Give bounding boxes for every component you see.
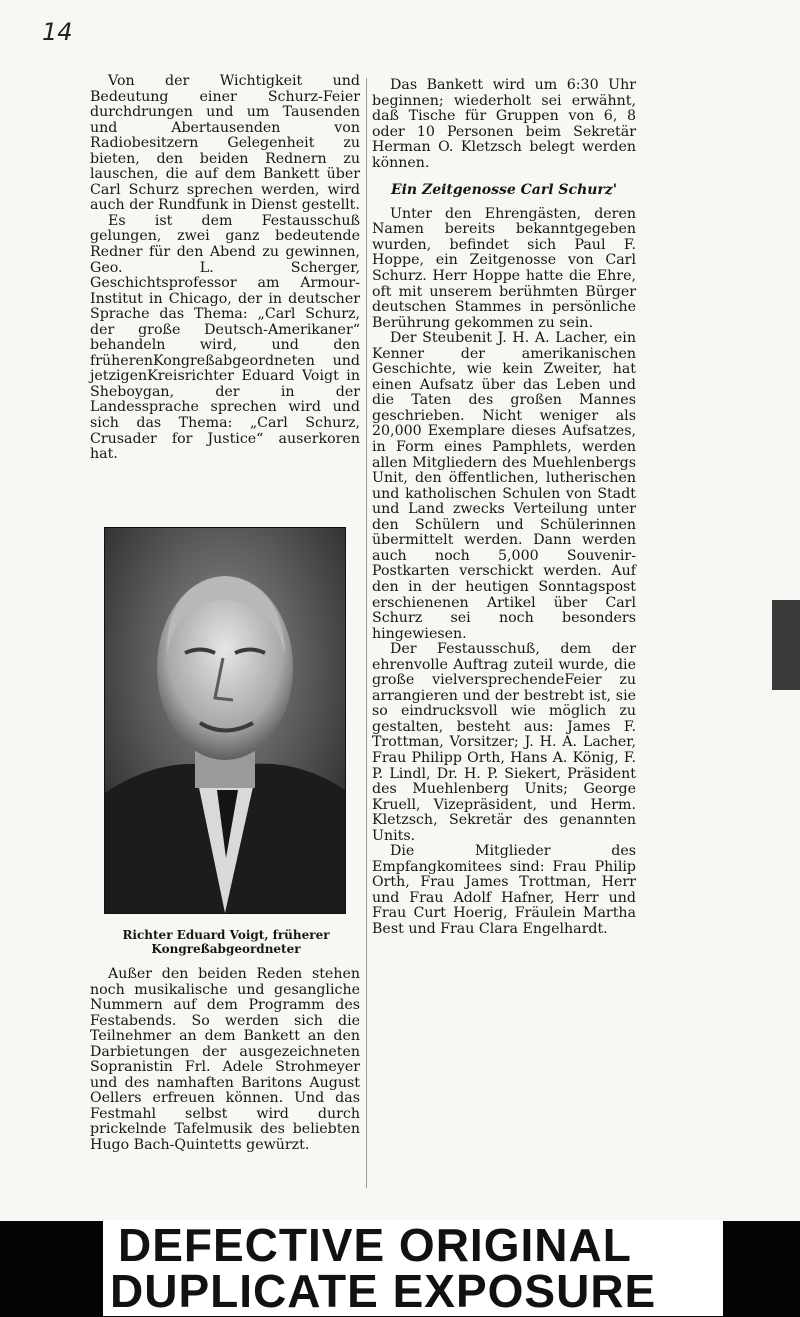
article-paragraph: Von der Wichtigkeit und Bedeutung einer Schurz-Feier durchdrungen und um Tausenden und Abertausenden von Radiobesitzern Gelegenheit zu bieten, den beiden Rednern zu lauschen, die auf dem Bankett über Carl Schurz sprechen werden, wird auch der Rundfunk in Dienst gestellt. xyxy=(90,73,360,214)
article-paragraph: Der Steubenit J. H. A. Lacher, ein Kenner der amerikanischen Geschichte, wie kein Zweiter, hat einen Aufsatz über das Leben und die Taten des großen Mannes geschrieben. Nicht weniger als 20,000 Exemplare dieses Aufsatzes, in Form eines Pamphlets, werden allen Mitgliedern des Muehlenbergs Unit, den öffentlichen, lutherischen und katholischen Schulen von Stadt und Land zwecks Verteilung unter den Schülern und Schülerinnen übermittelt werden. Dann werden auch noch 5,000 Souvenir-Postkarten verschickt werden. Auf den in der heutigen Sonntagspost erschienenen Artikel über Carl Schurz sei noch besonders hingewiesen. xyxy=(372,330,636,642)
photo-caption: Richter Eduard Voigt, früherer Kongreßabgeordneter xyxy=(122,928,330,956)
portrait-photo xyxy=(104,527,346,914)
left-column-bottom xyxy=(90,967,360,1154)
page-number: 14 xyxy=(42,18,73,46)
stamp-line-duplicate: DUPLICATE EXPOSURE xyxy=(110,1265,657,1317)
stamp-line-defective: DEFECTIVE ORIGINAL xyxy=(118,1219,632,1271)
article-paragraph: Das Bankett wird um 6:30 Uhr beginnen; wiederholt sei erwähnt, daß Tische für Gruppen von 6, 8 oder 10 Personen beim Sekretär Herman O. Kletzsch belegt werden können. xyxy=(372,77,636,171)
article-paragraph: Die Mitglieder des Empfangkomitees sind: Frau Philip Orth, Frau James Trottman, Herr und Frau Adolf Hafner, Herr und Frau Curt Hoerig, Fräulein Martha Best und Frau Clara Engelhardt. xyxy=(372,843,636,937)
article-paragraph: Es ist dem Festausschuß gelungen, zwei ganz bedeutende Redner für den Abend zu gewinnen, Geo. L. Scherger, Geschichtsprofessor am Armour-Institut in Chicago, der in deutscher Sprache das Thema: „Carl Schurz, der große Deutsch-Amerikaner“ behandeln wird, und den früherenKongreßabgeordneten und jetzigenKreisrichter Eduard Voigt in Sheboygan, der in der Landessprache sprechen wird und sich das Thema: „Carl Schurz, Crusader for Justice“ auserkoren hat. xyxy=(90,212,360,463)
right-column xyxy=(372,78,636,938)
section-heading: Ein Zeitgenosse Carl Schurz' xyxy=(390,182,618,199)
scan-edge-shadow xyxy=(772,600,800,690)
article-paragraph: Unter den Ehrengästen, deren Namen bereits bekanntgegeben wurden, befindet sich Paul F. Hoppe, ein Zeitgenosse von Carl Schurz. Herr Hoppe hatte die Ehre, oft mit unserem berühmten Bürger deutschen Stammes in persönliche Berührung gekommen zu sein. xyxy=(372,205,636,331)
column-divider xyxy=(366,78,367,1188)
left-column xyxy=(90,74,360,463)
article-paragraph: Der Festausschuß, dem der ehrenvolle Auftrag zuteil wurde, die große vielversprechendeFeier zu arrangieren und der bestrebt ist, sie so eindrucksvoll wie möglich zu gestalten, besteht aus: James F. Trottman, Vorsitzer; J. H. A. Lacher, Frau Philipp Orth, Hans A. König, F. P. Lindl, Dr. H. P. Siekert, Präsident des Muehlenberg Units; George Kruell, Vizepräsident, und Herm. Kletzsch, Sekretär des genannten Units. xyxy=(372,641,636,844)
article-paragraph: Außer den beiden Reden stehen noch musikalische und gesangliche Nummern auf dem Programm des Festabends. So werden sich die Teilnehmer an dem Bankett an den Darbietungen der ausgezeichneten Sopranistin Frl. Adele Strohmeyer und des namhaften Baritons August Oellers erfreuen können. Und das Festmahl selbst wird durch prickelnde Tafelmusik des beliebten Hugo Bach-Quintetts gewürzt. xyxy=(90,966,360,1154)
